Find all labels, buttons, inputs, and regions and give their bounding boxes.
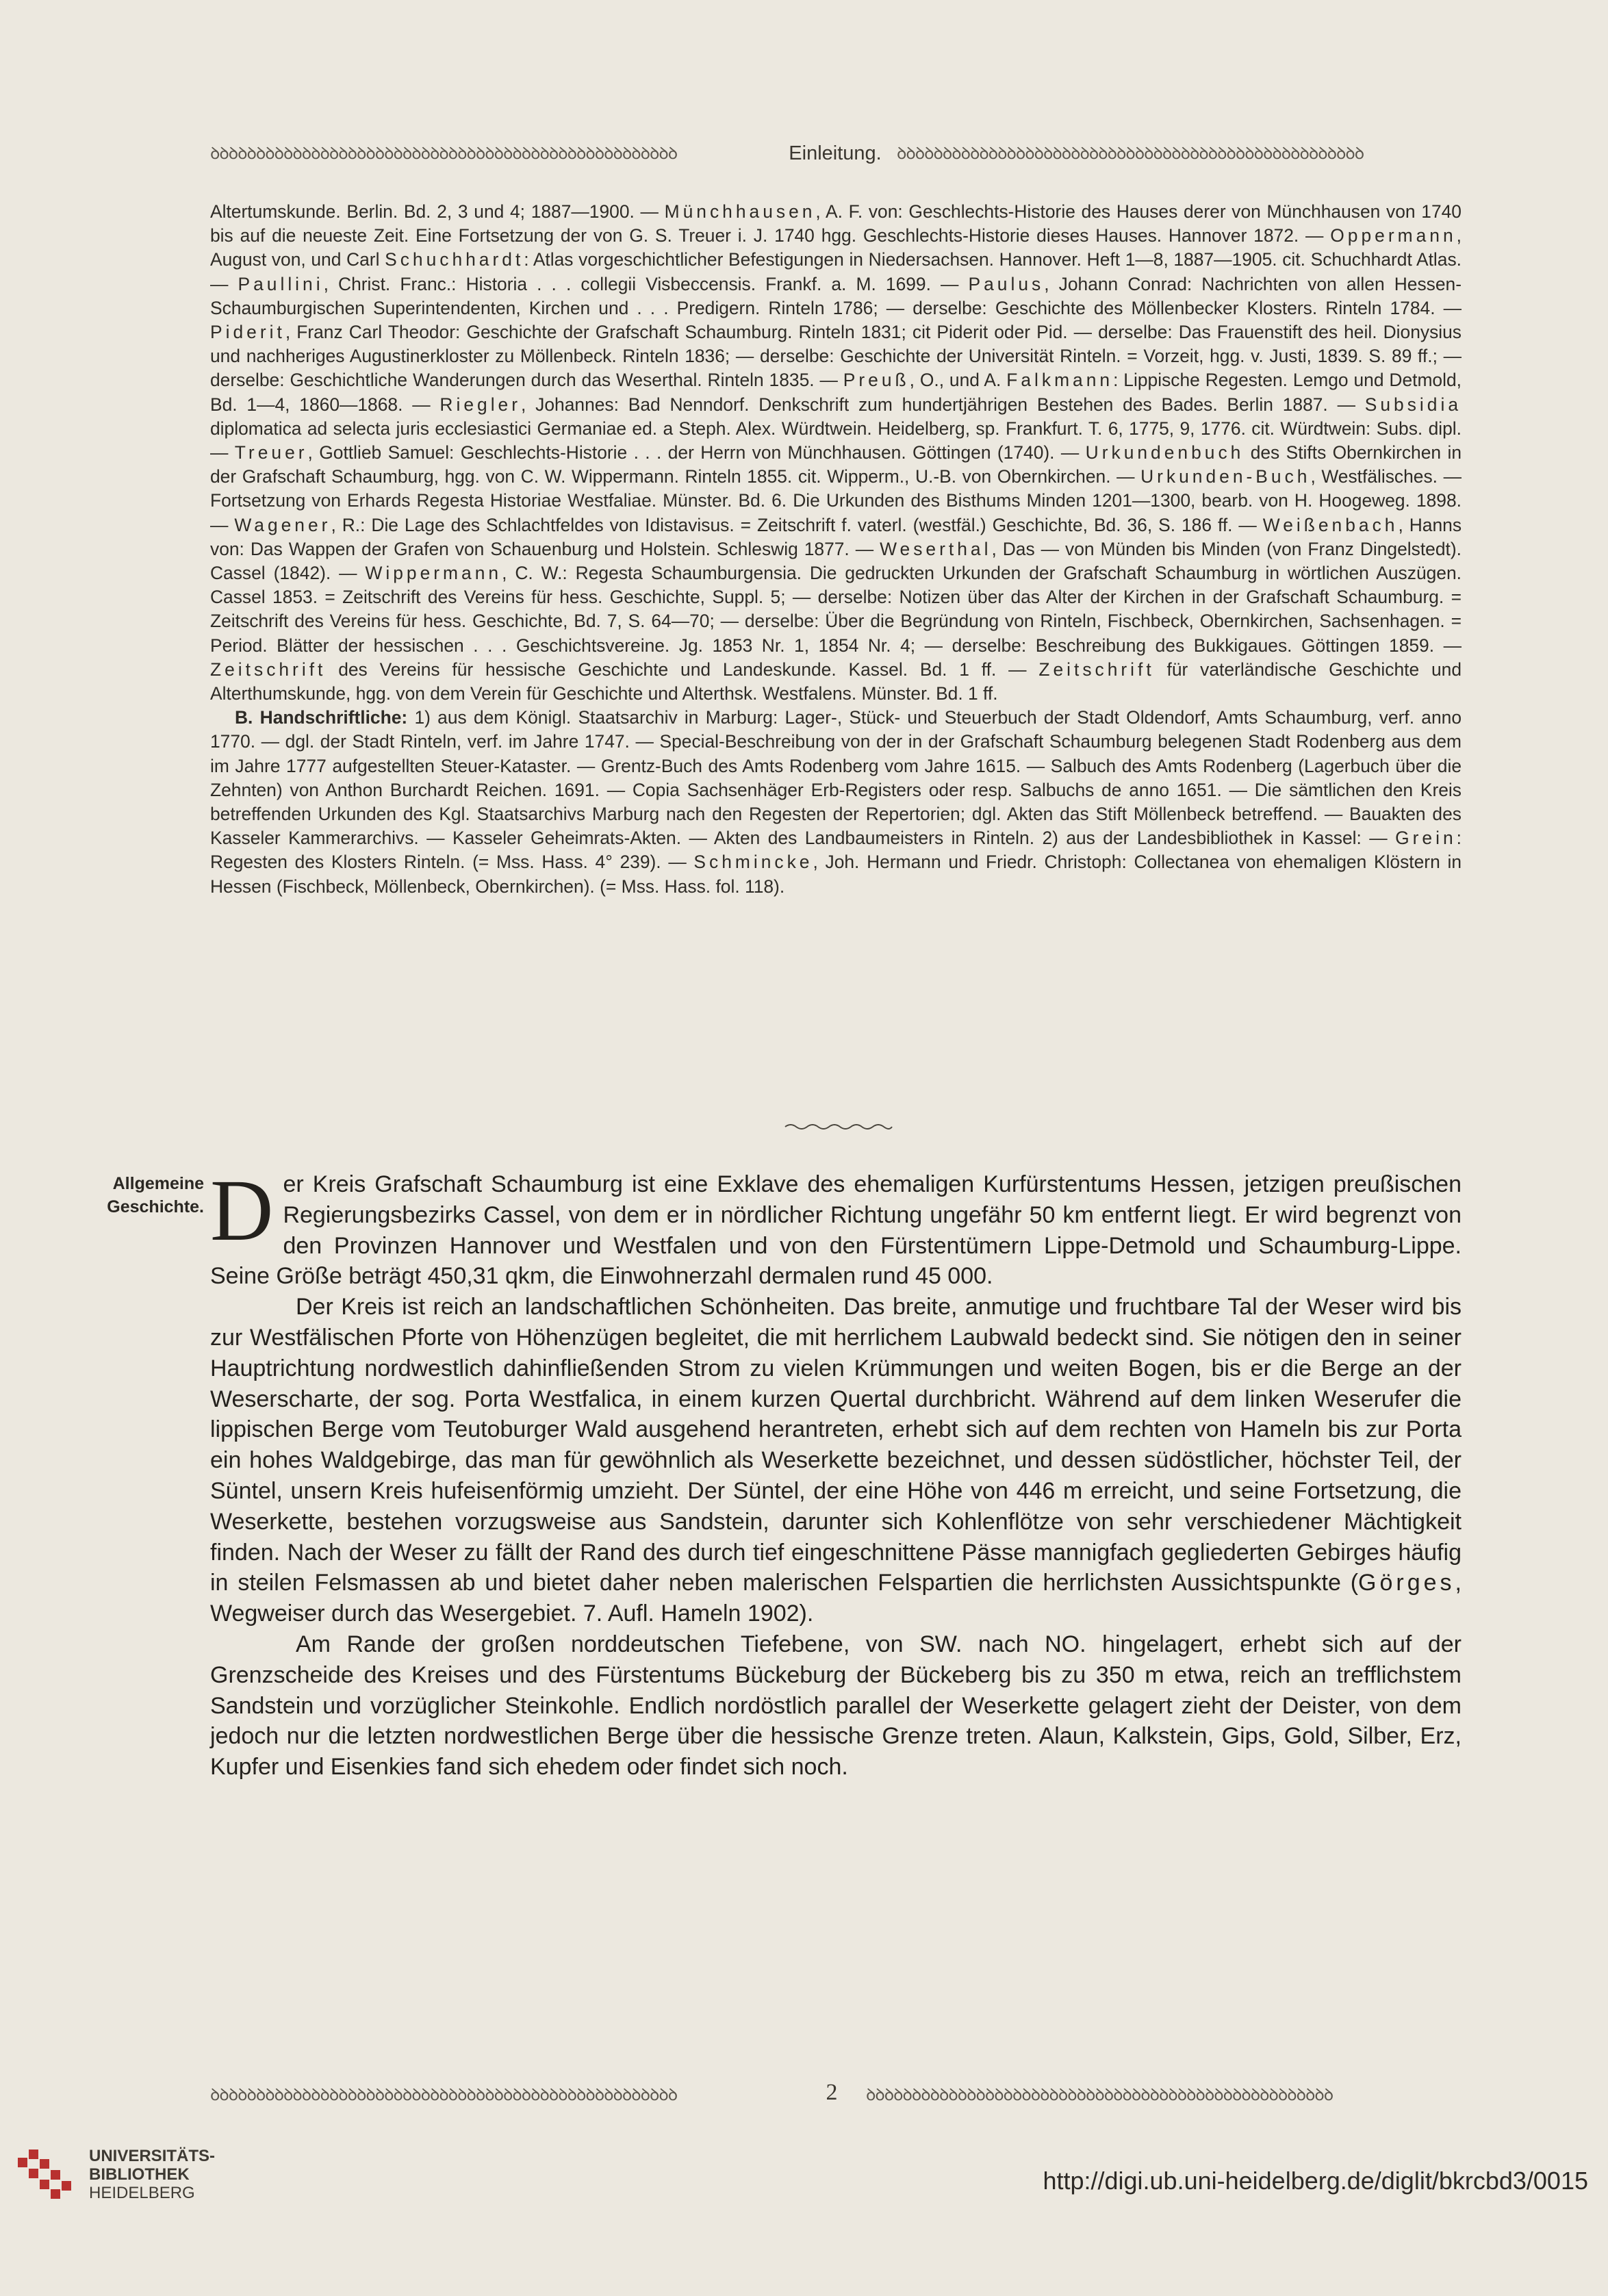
main-paragraph-1: Der Kreis Grafschaft Schaumburg ist eine Exklave des ehemaligen Kurfürstentums Hessen, jetzigen preußischen Regierungsbezirks Cassel, von dem er in nördlicher Richtung ungefähr 50 km entfernt liegt. Er wird begrenzt von den Provinzen Hannover und Westfalen und von den Fürstentümern Lippe-Detmold und Schaumburg-Lippe. Seine Größe beträgt 450,31 qkm, die Einwohnerzahl dermalen rund 45 000. [210, 1162, 1462, 1290]
library-name: UNIVERSITÄTS- BIBLIOTHEK HEIDELBERG [89, 2147, 216, 2202]
page-number: 2 [826, 2080, 838, 2105]
bibliography [210, 200, 1462, 899]
marginal-note-line2: Geschichte. [107, 1197, 204, 1216]
header-ornament-right: ꝺꝺꝺꝺꝺꝺꝺꝺꝺꝺꝺꝺꝺꝺꝺꝺꝺꝺꝺꝺꝺꝺꝺꝺꝺꝺꝺꝺꝺꝺꝺꝺꝺꝺꝺꝺꝺꝺꝺꝺꝺꝺꝺꝺꝺꝺꝺꝺꝺꝺꝺ [897, 146, 1364, 160]
footer-ornament-right: ꝺꝺꝺꝺꝺꝺꝺꝺꝺꝺꝺꝺꝺꝺꝺꝺꝺꝺꝺꝺꝺꝺꝺꝺꝺꝺꝺꝺꝺꝺꝺꝺꝺꝺꝺꝺꝺꝺꝺꝺꝺꝺꝺꝺꝺꝺꝺꝺꝺꝺꝺ [866, 2088, 1333, 2102]
main-paragraph-3: Am Rande der großen norddeutschen Tiefebene, von SW. nach NO. hingelagert, erhebt sich auf der Grenzscheide des Kreises und des Fürstentums Bückeburg der Bückeberg bis zu 350 m etwa, reich an trefflichstem Sandstein und vorzüglicher Steinkohle. Endlich nordöstlich parallel der Weserkette gelagert zieht der Deister, von dem jedoch nur die letzten nordwestlichen Berge über die hessische Grenze treten. Alaun, Kalkstein, Gips, Gold, Silber, Erz, Kupfer und Eisenkies fand sich ehedem oder findet sich noch. [210, 1631, 1462, 1781]
source-url-link[interactable]: http://digi.ub.uni-heidelberg.de/diglit/bkrcbd3/0015 [1043, 2167, 1588, 2195]
main-paragraph-2: Der Kreis ist reich an landschaftlichen Schönheiten. Das breite, anmutige und fruchtbare Tal der Weser wird bis zur Westfälischen Pforte von Höhenzügen begleitet, die mit herrlichem Laubwald bedeckt sind. Sie nötigen den in seiner Hauptrichtung nordwestlich dahinfließenden Strom zu vielen Krümmungen und weiten Bogen, bis er die Berge an der Weserscharte, der sog. Porta Westfalica, in einem kurzen Quertal durchbricht. Während auf dem linken Weserufer die lippischen Berge vom Teutoburger Wald ausgehend herantreten, erhebt sich auf dem rechten von Hameln bis zur Porta ein hohes Waldgebirge, das man für gewöhnlich als Weserkette bezeichnet, und dessen südöstlicher, höchster Teil, der Süntel, unsern Kreis hufeisenförmig umzieht. Der Süntel, der eine Höhe von 446 m erreicht, und seine Fortsetzung, die Weserkette, bestehen vorzugsweise aus Sandstein, darunter sich Kohlenflötze von sehr verschiedener Mächtigkeit finden. Nach der Weser zu fällt der Rand des durch tief eingeschnittene Pässe mannigfach gegliederten Gebirges häufig in steilen Felsmassen ab und bietet daher neben malerischen Felspartien die herrlichsten Aussichtspunkte (Görges, Wegweiser durch das Wesergebiet. 7. Aufl. Hameln 1902). [210, 1294, 1462, 1627]
running-title: Einleitung. [789, 142, 882, 164]
footer-ornament-left: ꝺꝺꝺꝺꝺꝺꝺꝺꝺꝺꝺꝺꝺꝺꝺꝺꝺꝺꝺꝺꝺꝺꝺꝺꝺꝺꝺꝺꝺꝺꝺꝺꝺꝺꝺꝺꝺꝺꝺꝺꝺꝺꝺꝺꝺꝺꝺꝺꝺꝺꝺ [210, 2088, 678, 2102]
marginal-note [88, 1172, 204, 1219]
marginal-note-line1: Allgemeine [112, 1174, 204, 1193]
library-logo-icon [14, 2144, 82, 2206]
section-separator [784, 1123, 893, 1131]
bibliography-manuscripts: B. Handschriftliche: 1) aus dem Königl. Staatsarchiv in Marburg: Lager-, Stück- und Steuerbuch der Stadt Oldendorf, Amts Schaumburg, verf. anno 1770. — dgl. der Stadt Rinteln, verf. im Jahre 1747. — Special-Beschreibung von der in der Grafschaft Schaumburg belegenen Stadt Rodenberg aus dem im Jahre 1777 aufgestellten Steuer-Kataster. — Grentz-Buch des Amts Rodenberg vom Jahre 1615. — Salbuch des Amts Rodenberg (Lagerbuch über die Zehnten) von Anthon Burchardt Reichen. 1691. — Copia Sachsenhäger Erb-Registers oder resp. Salbuchs de anno 1651. — Die sämtlichen den Kreis betreffenden Urkunden des Kgl. Staatsarchivs Marburg nach den Regesten der Repertorien; dgl. Akten das Stift Möllenbeck betreffend. — Bauakten des Kasseler Kammerarchivs. — Kasseler Geheimrats-Akten. — Akten des Landbaumeisters in Rinteln. 2) aus der Landesbibliothek in Kassel: — Grein: Regesten des Klosters Rinteln. (= Mss. Hass. 4° 239). — Schmincke, Joh. Hermann und Friedr. Christoph: Collectanea von ehemaligen Klöstern in Hessen (Fischbeck, Möllenbeck, Obernkirchen). (= Mss. Hass. fol. 118). [210, 707, 1462, 897]
header-ornament-left: ꝺꝺꝺꝺꝺꝺꝺꝺꝺꝺꝺꝺꝺꝺꝺꝺꝺꝺꝺꝺꝺꝺꝺꝺꝺꝺꝺꝺꝺꝺꝺꝺꝺꝺꝺꝺꝺꝺꝺꝺꝺꝺꝺꝺꝺꝺꝺꝺꝺꝺꝺ [210, 146, 678, 160]
main-text [210, 1162, 1462, 1783]
drop-cap: D [210, 1162, 274, 1259]
bibliography-printed: Altertumskunde. Berlin. Bd. 2, 3 und 4; 1887—1900. — Münchhausen, A. F. von: Geschlechts-Historie des Hauses derer von Münchhausen von 1740 bis auf die neueste Zeit. Eine Fortsetzung der von G. S. Treuer i. J. 1740 hgg. Geschlechts-Historie dieses Hauses. Hannover 1872. — Oppermann, August von, und Carl Schuchhardt: Atlas vorgeschichtlicher Befestigungen in Niedersachsen. Hannover. Heft 1—8, 1887—1905. cit. Schuchhardt Atlas. — Paullini, Christ. Franc.: Historia . . . collegii Visbeccensis. Frankf. a. M. 1699. — Paulus, Johann Conrad: Nachrichten von allen Hessen-Schaumburgischen Superintendenten, Kirchen und . . . Predigern. Rinteln 1786; — derselbe: Geschichte des Möllenbecker Klosters. Rinteln 1784. — Piderit, Franz Carl Theodor: Geschichte der Grafschaft Schaumburg. Rinteln 1831; cit Piderit oder Pid. — derselbe: Das Frauenstift des heil. Dionysius und nachheriges Augustinerkloster zu Möllenbeck. Rinteln 1836; — derselbe: Geschichte der Universität Rinteln. = Vorzeit, hgg. v. Justi, 1839. S. 89 ff.; — derselbe: Geschichtliche Wanderungen durch das Weserthal. Rinteln 1835. — Preuß, O., und A. Falkmann: Lippische Regesten. Lemgo und Detmold, Bd. 1—4, 1860—1868. — Riegler, Johannes: Bad Nenndorf. Denkschrift zum hundertjährigen Bestehen des Bades. Berlin 1887. — Subsidia diplomatica ad selecta juris ecclesiastici Germaniae ed. a Steph. Alex. Würdtwein. Heidelberg, sp. Frankfurt. T. 6, 1775, 9, 1776. cit. Würdtwein: Subs. dipl. — Treuer, Gottlieb Samuel: Geschlechts-Historie . . . der Herrn von Münchhausen. Göttingen (1740). — Urkundenbuch des Stifts Obernkirchen in der Grafschaft Schaumburg, hgg. von C. W. Wippermann. Rinteln 1855. cit. Wipperm., U.-B. von Obernkirchen. — Urkunden-Buch, Westfälisches. — Fortsetzung von Erhards Regesta Historiae Westfaliae. Münster. Bd. 6. Die Urkunden des Bisthums Minden 1201—1300, bearb. von H. Hoogeweg. 1898. — Wagener, R.: Die Lage des Schlachtfeldes von Idistavisus. = Zeitschrift f. vaterl. (westfäl.) Geschichte, Bd. 36, S. 186 ff. — Weißenbach, Hanns von: Das Wappen der Grafen von Schauenburg und Holstein. Schleswig 1877. — Weserthal, Das — von Münden bis Minden (von Franz Dingelstedt). Cassel (1842). — Wippermann, C. W.: Regesta Schaumburgensia. Die gedruckten Urkunden der Grafschaft Schaumburg in wörtlichen Auszügen. Cassel 1853. = Zeitschrift des Vereins für hess. Geschichte, Suppl. 5; — derselbe: Notizen über das Alter der Kirchen in der Grafschaft Schaumburg. = Zeitschrift des Vereins für hess. Geschichte, Bd. 7, S. 64—70; — derselbe: Über die Begründung von Rinteln, Fischbeck, Obernkirchen, Sachsenhagen. = Period. Blätter der hessischen . . . Geschichtsvereine. Jg. 1853 Nr. 1, 1854 Nr. 4; — derselbe: Beschreibung des Bukkigaues. Göttingen 1859. — Zeitschrift des Vereins für hessische Geschichte und Landeskunde. Kassel. Bd. 1 ff. — Zeitschrift für vaterländische Geschichte und Alterthumskunde, hgg. von dem Verein für Geschichte und Alterthsk. Westfalens. Münster. Bd. 1 ff. [210, 201, 1462, 704]
